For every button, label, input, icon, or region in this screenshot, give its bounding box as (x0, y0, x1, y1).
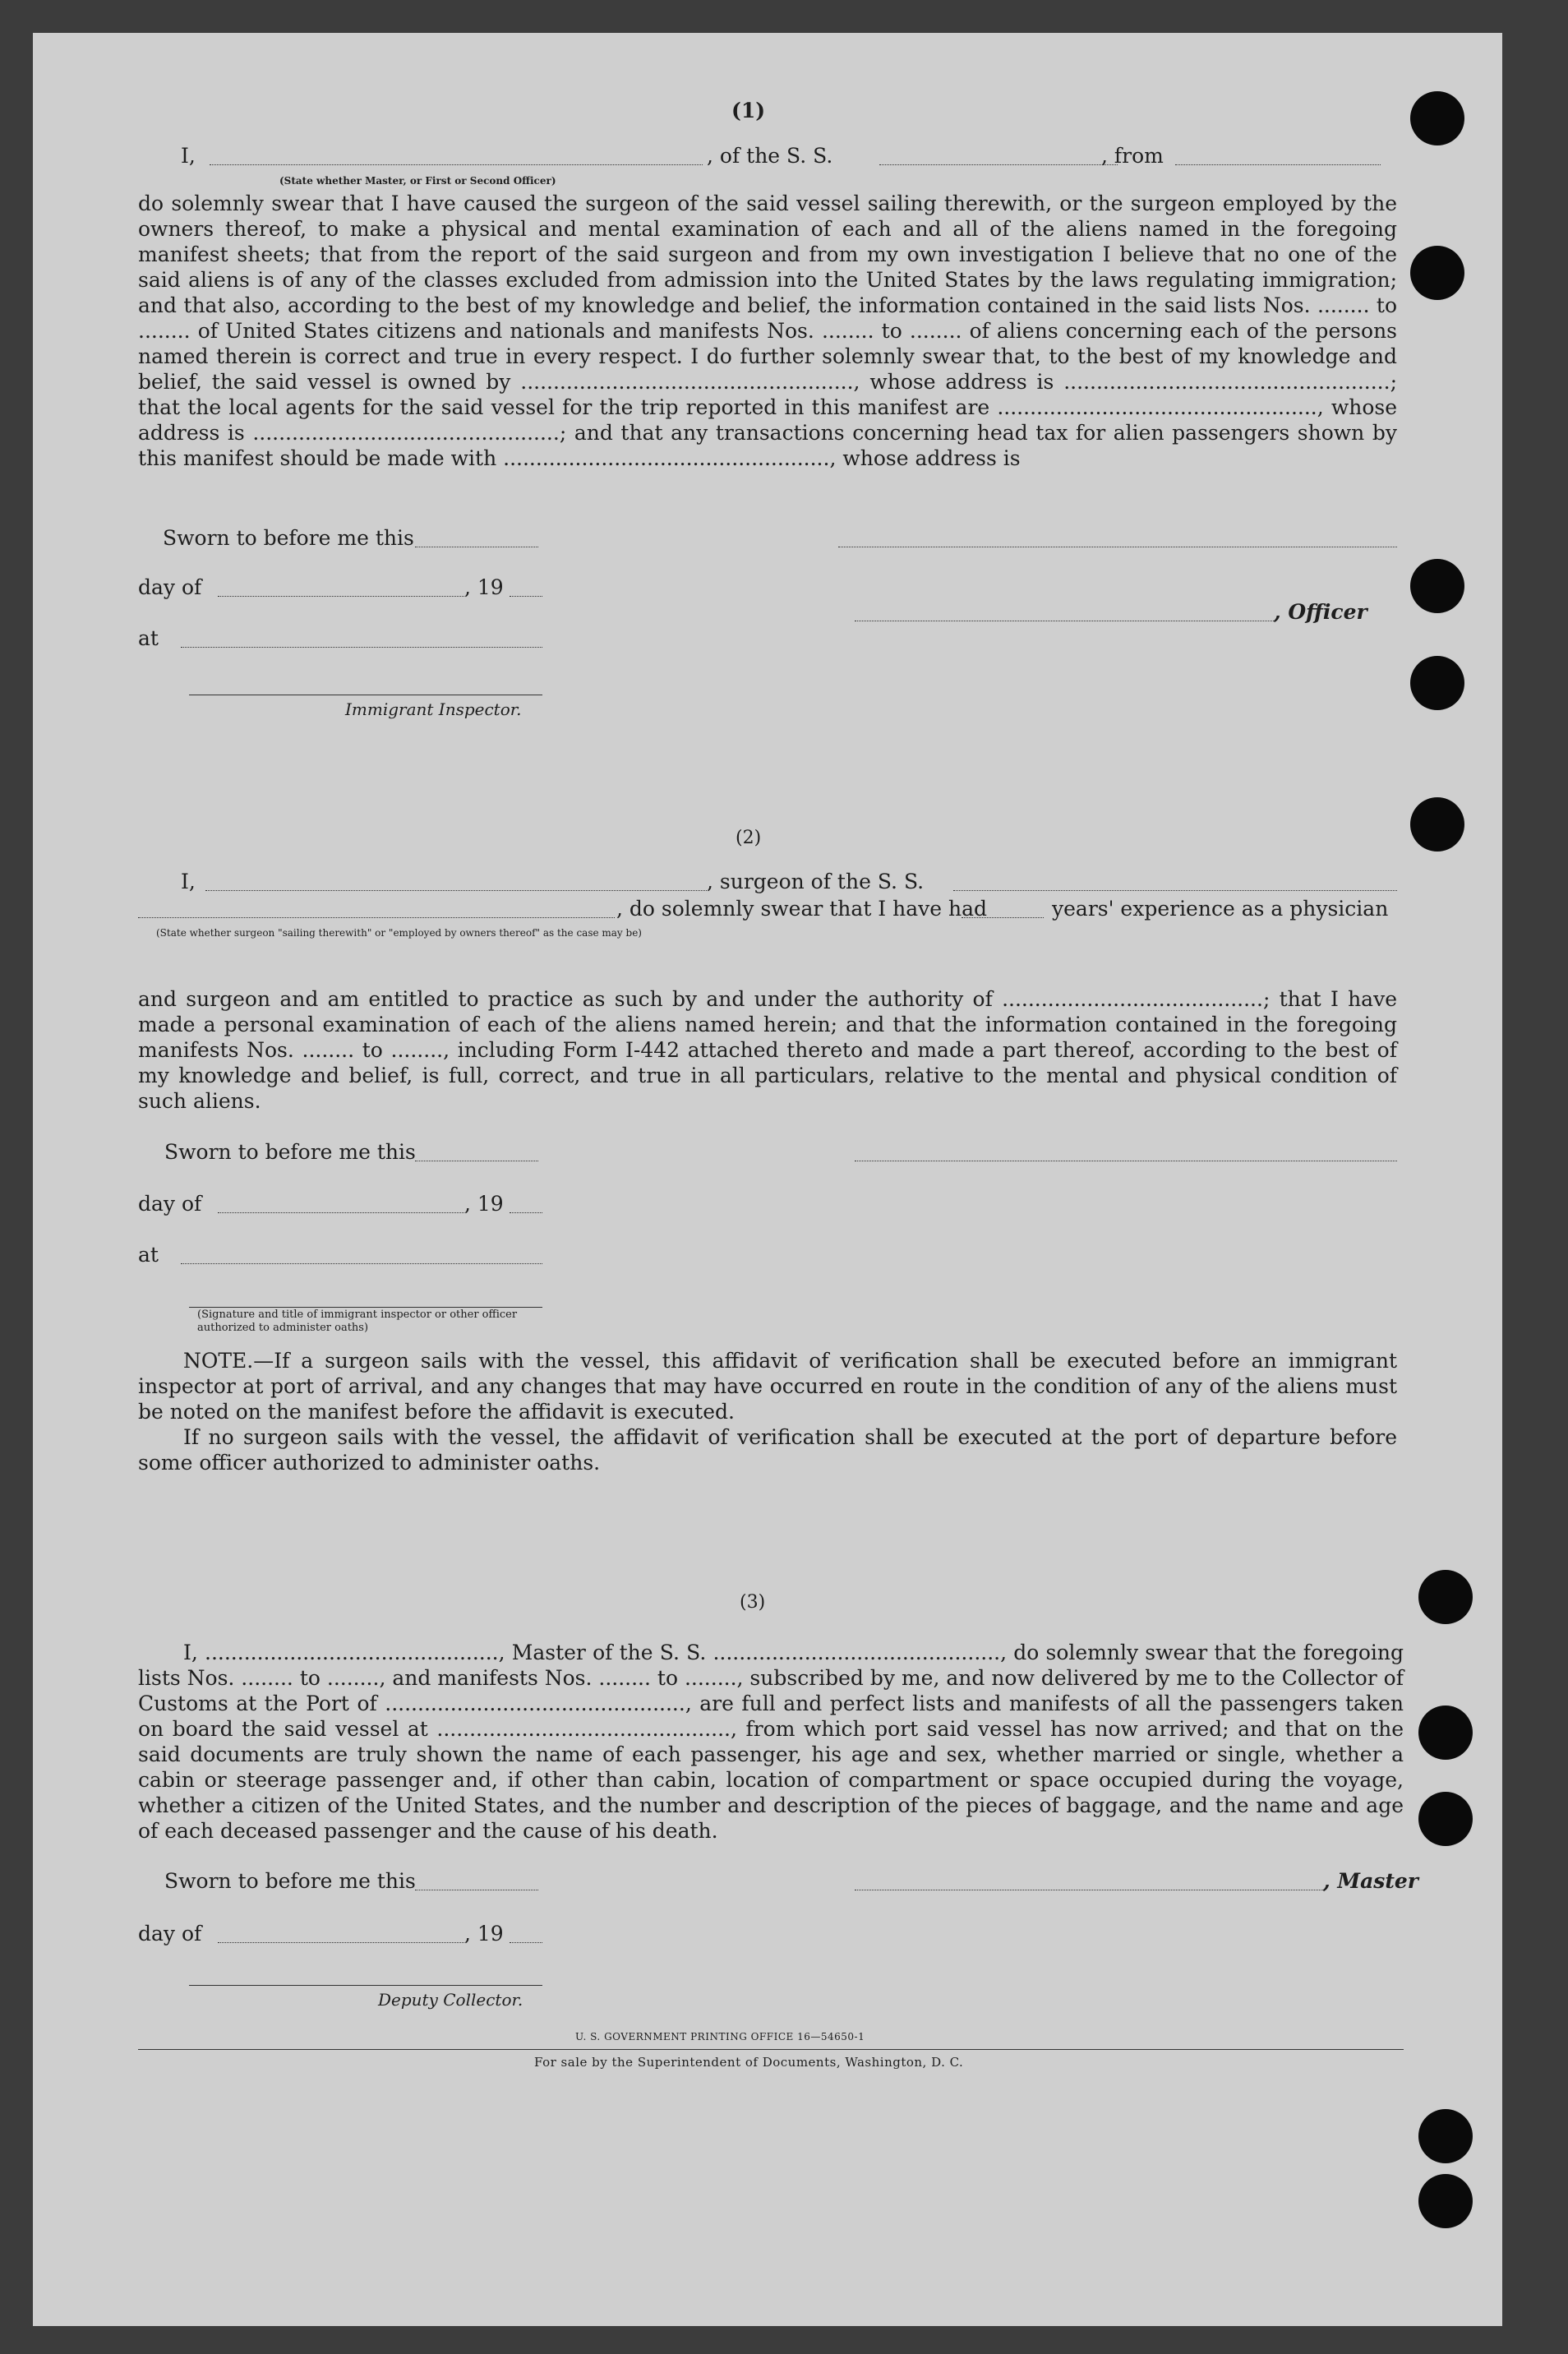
punch-hole (1418, 1570, 1473, 1624)
master-label: , Master (1323, 1869, 1418, 1893)
at-label: at (138, 626, 159, 650)
gpo-imprint: U. S. GOVERNMENT PRINTING OFFICE 16—54650-1 (575, 2031, 865, 2042)
punch-hole (1410, 797, 1464, 852)
punch-hole (1418, 2109, 1473, 2163)
punch-hole (1410, 559, 1464, 613)
blank-day (218, 596, 464, 597)
blank-surgeon-name (205, 890, 707, 891)
surgeon-caption: (State whether surgeon "sailing therewith" or "employed by owners thereof" as the case may be) (156, 927, 642, 939)
punch-hole (1410, 91, 1464, 145)
year-label: , 19 (464, 575, 504, 599)
at-label: at (138, 1243, 159, 1267)
blank-day (218, 1212, 464, 1213)
blank-years (962, 917, 1044, 918)
blank-port-from (1175, 164, 1381, 165)
blank-master-name (210, 164, 703, 165)
blank-collector-signature (189, 1985, 542, 1986)
blank-vessel-name (879, 164, 1118, 165)
master-caption: (State whether Master, or First or Second Officer) (279, 175, 556, 187)
sworn-label: Sworn to before me this (163, 526, 414, 550)
punch-hole (1418, 1705, 1473, 1760)
day-of-label: day of (138, 1192, 202, 1216)
oath-line-i: I, (181, 144, 196, 168)
blank-at-place (181, 1263, 542, 1264)
section1-body: do solemnly swear that I have caused the surgeon of the said vessel sailing therewith, or the surgeon employed by the owners thereof, to make a physical and mental examination of each and all of the aliens named in the foregoing manifest sheets; that from the report of the said surgeon and from my own investigation I believe that no one of the said aliens is of any of the classes excluded from admission into the United States by the laws regulating immigration; and that also, according to the best of my knowledge and belief, the information contained in the said lists Nos. ........ to ........ of United States citizens and nationals and manifests Nos. ........ to ........ of aliens concerning each of the persons named therein is correct and true in every respect. I do further solemnly swear that, to the best of my knowledge and belief, the said vessel is owned by ..................................................., whose address is ..................................................; that the local agents for the said vessel for the trip reported in this manifest are ................................................., whose address is ...............................................; and that any transactions concerning head tax for alien passengers shown by this manifest should be made with .................................................., whose address is (138, 192, 1397, 470)
inspector-caption: Immigrant Inspector. (345, 699, 522, 719)
section3-body: I, ............................................., Master of the S. S. ............................................, do solemnly swear that the foregoing lists Nos. ........ to ........, and manifests Nos. ........ to ........, subscribed by me, and now delivered by me to the Collector of Customs at the Port of .............................................., are full and perfect lists and manifests of all the passengers taken on board the said vessel at ............................................., from which port said vessel has now arrived; and that on the said documents are truly shown the name of each passenger, his age and sex, whether married or single, whether a cabin or steerage passenger and, if other than cabin, location of compartment or space occupied during the voyage, whether a citizen of the United States, and the number and description of the pieces of baggage, and the name and age of each deceased passenger and the cause of his death. (138, 1641, 1404, 1843)
section-number: (1) (731, 99, 766, 122)
punch-hole (1418, 2174, 1473, 2228)
years-experience: years' experience as a physician (1052, 897, 1389, 921)
footer-divider (138, 2049, 1404, 2050)
oath-line-ss: , of the S. S. (707, 144, 833, 168)
punch-hole (1410, 656, 1464, 710)
punch-hole (1418, 1792, 1473, 1846)
officer-label: , Officer (1274, 600, 1367, 624)
punch-hole (1410, 246, 1464, 300)
blank-at-place (181, 647, 542, 648)
year-label: , 19 (464, 1922, 504, 1946)
year-label: , 19 (464, 1192, 504, 1216)
deputy-caption: Deputy Collector. (378, 1990, 523, 2010)
day-of-label: day of (138, 575, 202, 599)
section-number: (3) (740, 1592, 766, 1613)
manifest-sheet (33, 33, 1502, 2326)
surgeon-line-ss: , surgeon of the S. S. (707, 870, 925, 893)
blank-year (510, 596, 542, 597)
surgeon-swear: , do solemnly swear that I have had (616, 897, 988, 921)
blank-day (218, 1942, 464, 1943)
sworn-label: Sworn to before me this (164, 1869, 416, 1893)
signature-caption: (Signature and title of immigrant inspector or other officer authorized to administer oaths) (197, 1309, 518, 1334)
note-surgeon: NOTE.—If a surgeon sails with the vessel, this affidavit of verification shall be executed before an immigrant inspector at port of arrival, and any changes that may have occurred en route in the condition of any of the aliens must be noted on the manifest before the affidavit is executed. (138, 1349, 1397, 1424)
oath-line-from: , from (1101, 144, 1164, 168)
day-of-label: day of (138, 1922, 202, 1946)
blank-surgeon-vessel (953, 890, 1397, 891)
surgeon-line-i: I, (181, 870, 196, 893)
sale-notice: For sale by the Superintendent of Documents, Washington, D. C. (534, 2055, 964, 2070)
section-number: (2) (736, 828, 762, 848)
blank-year (510, 1942, 542, 1943)
blank-surgeon-status (138, 917, 615, 918)
note-no-surgeon: If no surgeon sails with the vessel, the affidavit of verification shall be executed at the port of departure before some officer authorized to administer oaths. (138, 1425, 1397, 1475)
blank-year (510, 1212, 542, 1213)
section2-body: and surgeon and am entitled to practice as such by and under the authority of ........................................; that I have made a personal examination of each of the aliens named herein; and that the information contained in the foregoing manifests Nos. ........ to ........, including Form I-442 attached thereto and made a part thereof, according to the best of my knowledge and belief, is full, correct, and true in all particulars, relative to the mental and physical condition of such aliens. (138, 987, 1397, 1113)
blank-signature-title (189, 1307, 542, 1308)
sworn-label: Sworn to before me this (164, 1140, 416, 1164)
